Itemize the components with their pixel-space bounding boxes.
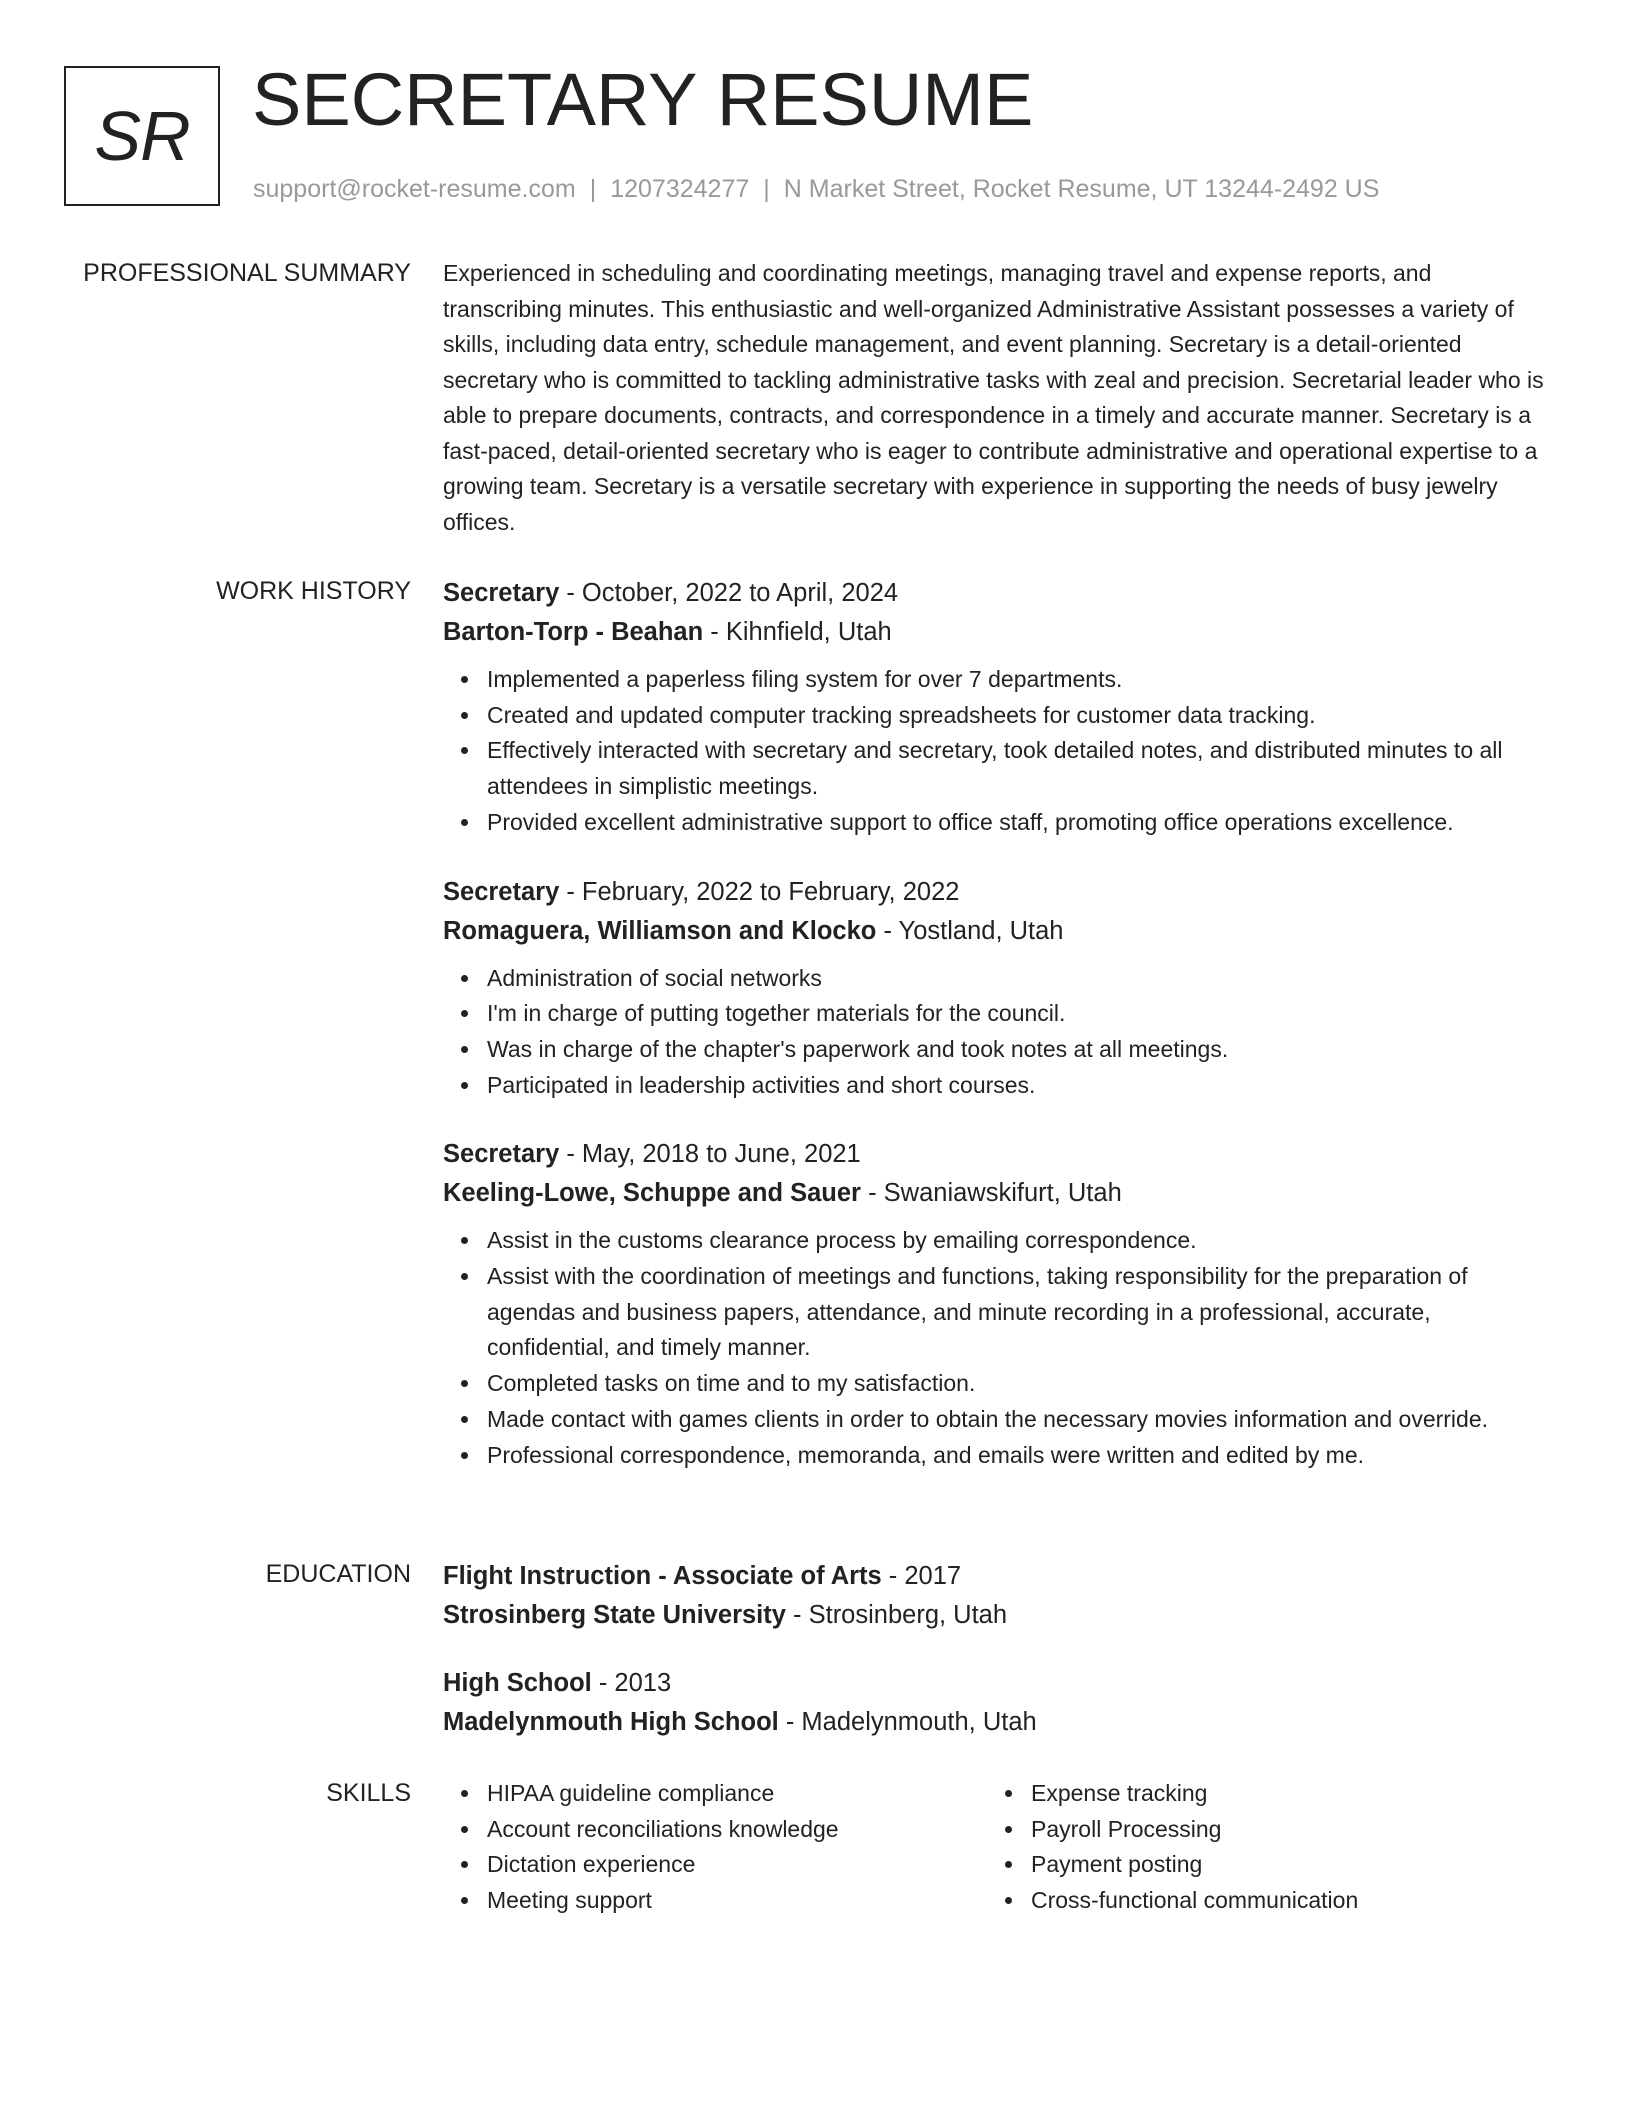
- summary-text: Experienced in scheduling and coordinating meetings, managing travel and expense reports, and transcribing minutes. This enthusiastic and well-organized Administrative Assistant possesses a variety of skills, including data entry, schedule management, and event planning. Secretary is a detail-oriented secretary who is committed to tackling administrative tasks with zeal and precision. Secretarial leader who is able to prepare documents, contracts, and correspondence in a timely and accurate manner. Secretary is a fast-paced, detail-oriented secretary who is eager to contribute administrative and operational expertise to a growing team. Secretary is a versatile secretary with experience in supporting the needs of busy jewelry offices.: [443, 260, 1544, 535]
- job-title-line: [443, 1135, 1555, 1174]
- job-bullet: Administration of social networks: [487, 961, 1555, 997]
- contact-separator: |: [589, 175, 597, 203]
- work-history-body: [443, 574, 1555, 1505]
- graduation-year: - 2017: [881, 1562, 962, 1590]
- education-entry: [443, 1557, 1555, 1635]
- graduation-year: - 2013: [591, 1669, 672, 1697]
- job-entry: [443, 873, 1555, 1104]
- contact-line: [253, 174, 1379, 204]
- job-location: - Yostland, Utah: [876, 916, 1064, 945]
- job-bullet: Made contact with games clients in order to obtain the necessary movies information and override.: [487, 1402, 1555, 1438]
- degree-line: [443, 1557, 1555, 1596]
- job-bullet: Effectively interacted with secretary and secretary, took detailed notes, and distributed minutes to all attendees in simplistic meetings.: [487, 733, 1555, 804]
- job-title: Secretary: [443, 579, 560, 607]
- section-label-work-history: WORK HISTORY: [216, 577, 411, 605]
- skills-body: [443, 1776, 1555, 1919]
- job-dates: - October, 2022 to April, 2024: [559, 579, 899, 607]
- resume-title: SECRETARY RESUME: [252, 58, 1034, 141]
- summary-body: [443, 256, 1555, 540]
- skill-item: Dictation experience: [487, 1847, 987, 1883]
- section-label-summary: PROFESSIONAL SUMMARY: [83, 259, 411, 287]
- job-bullet: Participated in leadership activities and short courses.: [487, 1068, 1555, 1104]
- job-bullet-list: [443, 961, 1555, 1104]
- job-dates: - February, 2022 to February, 2022: [559, 877, 960, 906]
- job-company-line: [443, 912, 1555, 951]
- school: Madelynmouth High School: [443, 1708, 779, 1736]
- education-entry: [443, 1664, 1555, 1742]
- section-label-skills: SKILLS: [326, 1779, 411, 1807]
- school: Strosinberg State University: [443, 1601, 786, 1629]
- job-entry: [443, 574, 1555, 841]
- degree-line: [443, 1664, 1555, 1703]
- school-line: [443, 1596, 1555, 1635]
- skill-item: Expense tracking: [1031, 1776, 1531, 1812]
- skill-item: Meeting support: [487, 1883, 987, 1919]
- job-dates: - May, 2018 to June, 2021: [559, 1140, 861, 1169]
- skill-item: HIPAA guideline compliance: [487, 1776, 987, 1812]
- job-bullet: Was in charge of the chapter's paperwork and took notes at all meetings.: [487, 1032, 1555, 1068]
- degree: Flight Instruction - Associate of Arts: [443, 1562, 882, 1590]
- job-bullet: Assist with the coordination of meetings and functions, taking responsibility for the preparation of agendas and business papers, attendance, and minute recording in a professional, accurate, confidential, and timely manner.: [487, 1259, 1555, 1366]
- school-location: - Madelynmouth, Utah: [778, 1708, 1037, 1736]
- job-location: - Swaniawskifurt, Utah: [861, 1179, 1122, 1208]
- skill-item: Cross-functional communication: [1031, 1883, 1531, 1919]
- contact-email[interactable]: support@rocket-resume.com: [253, 175, 576, 203]
- job-company: Barton-Torp - Beahan: [443, 618, 704, 646]
- job-company-line: [443, 1174, 1555, 1213]
- skills-list: [443, 1776, 987, 1919]
- education-body: [443, 1557, 1555, 1771]
- skills-column-left: [443, 1776, 987, 1919]
- skills-column-right: [987, 1776, 1531, 1919]
- job-company-line: [443, 613, 1555, 652]
- skill-item: Payroll Processing: [1031, 1812, 1531, 1848]
- job-bullet: I'm in charge of putting together materials for the council.: [487, 996, 1555, 1032]
- degree: High School: [443, 1669, 592, 1697]
- job-company: Keeling-Lowe, Schuppe and Sauer: [443, 1179, 861, 1208]
- skill-item: Payment posting: [1031, 1847, 1531, 1883]
- job-bullet: Created and updated computer tracking spreadsheets for customer data tracking.: [487, 698, 1555, 734]
- job-title: Secretary: [443, 1140, 560, 1169]
- job-bullet: Implemented a paperless filing system for over 7 departments.: [487, 662, 1555, 698]
- contact-address: N Market Street, Rocket Resume, UT 13244-2492 US: [783, 175, 1380, 203]
- job-bullet-list: [443, 1223, 1555, 1473]
- job-bullet: Professional correspondence, memoranda, and emails were written and edited by me.: [487, 1438, 1555, 1474]
- skills-list: [987, 1776, 1531, 1919]
- job-bullet: Completed tasks on time and to my satisfaction.: [487, 1366, 1555, 1402]
- job-title: Secretary: [443, 877, 560, 906]
- monogram-logo: SR: [64, 66, 220, 206]
- school-location: - Strosinberg, Utah: [785, 1601, 1008, 1629]
- skill-item: Account reconciliations knowledge: [487, 1812, 987, 1848]
- section-label-education: EDUCATION: [265, 1560, 411, 1588]
- job-location: - Kihnfield, Utah: [703, 618, 892, 646]
- job-bullet-list: [443, 662, 1555, 841]
- contact-separator: |: [763, 175, 770, 203]
- contact-phone[interactable]: 1207324277: [610, 175, 750, 203]
- job-company: Romaguera, Williamson and Klocko: [443, 916, 877, 945]
- job-title-line: [443, 873, 1555, 912]
- job-title-line: [443, 574, 1555, 613]
- job-bullet: Assist in the customs clearance process by emailing correspondence.: [487, 1223, 1555, 1259]
- school-line: [443, 1703, 1555, 1742]
- job-entry: [443, 1135, 1555, 1473]
- job-bullet: Provided excellent administrative support to office staff, promoting office operations excellence.: [487, 805, 1555, 841]
